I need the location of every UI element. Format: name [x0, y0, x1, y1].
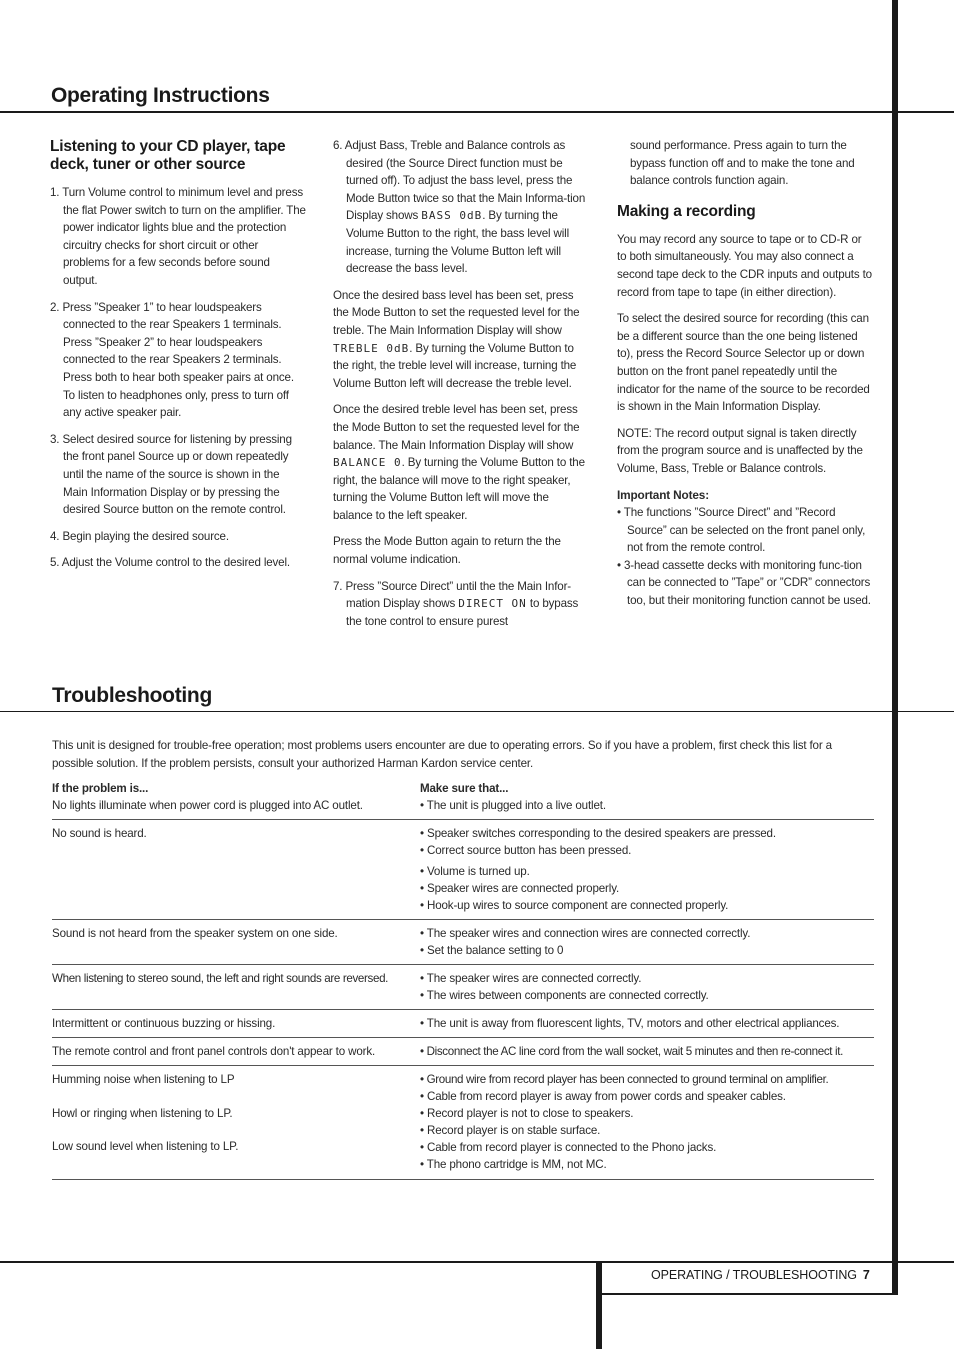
operating-column-3 [617, 137, 873, 610]
balance-text: Once the desired treble level has been set, press the Mode Button to set the requested level for the balance. The Main Information Display will show [333, 403, 580, 452]
problem-text: Howl or ringing when listening to LP. [52, 1107, 233, 1120]
problem-text: Low sound level when listening to LP. [52, 1140, 239, 1153]
problem-text: The remote control and front panel controls don't appear to work. [52, 1038, 420, 1066]
solution-text: • Cable from record player is away from power cords and speaker cables. [420, 1090, 786, 1103]
problem-text: No lights illuminate when power cord is plugged into AC outlet. [52, 799, 363, 812]
display-bass: BASS 0dB [421, 209, 483, 223]
treble-text-end: . By turning the Volume Button to the right, the treble level will increase, turning the Volume Button left will decrease the treble level. [333, 341, 577, 390]
display-treble: TREBLE 0dB [333, 341, 410, 355]
solution-text: • Correct source button has been pressed. [420, 844, 632, 857]
troubleshooting-title: Troubleshooting [52, 684, 212, 707]
footer-rule [0, 1261, 954, 1263]
problem-text: No sound is heard. [52, 820, 420, 920]
solution-column-header: Make sure that... [420, 782, 509, 795]
problem-text: Sound is not heard from the speaker system on one side. [52, 920, 420, 965]
step-3: 3. Select desired source for listening by pressing the front panel Source up or down repeatedly until the name of the source is shown in the Main Information Display or by pressing the desired Source button on the remote control. [50, 432, 292, 517]
step-5: 5. Adjust the Volume control to the desired level. [50, 556, 290, 570]
step-2: 2. Press ”Speaker 1” to hear loudspeakers connected to the rear Speakers 1 terminals. Press ”Speaker 2” to hear loudspeakers connected to the rear Speakers 2 terminals. Press both to hear both speaker pairs at once. To listen to headphones only, press to turn off any active speaker pair. [50, 300, 294, 420]
step-7-text: 7. Press ”Source Direct” until the the Main Infor-mation Display shows [333, 579, 571, 611]
display-balance: BALANCE 0 [333, 456, 402, 470]
troubleshooting-title-rule [0, 711, 954, 712]
step-1: 1. Turn Volume control to minimum level and press the flat Power switch to turn on the amplifier. The power indicator lights blue and the protection circuitry checks for short circuit or other problems for a few seconds before sound output. [50, 186, 306, 287]
balance-paragraph [333, 401, 589, 524]
operating-title: Operating Instructions [51, 84, 270, 107]
solution-text: • Record player is not to close to speakers. [420, 1107, 634, 1120]
step-6-text: 6. Adjust Bass, Treble and Balance controls as desired (the Source Direct function must be turned off). To adjust the bass level, press the Mode Button twice so that the Main Informa-tion Display shows [333, 139, 586, 223]
solution-text: • Hook-up wires to source component are connected properly. [420, 899, 729, 912]
solution-text: • Speaker wires are connected properly. [420, 882, 620, 895]
operating-column-1 [50, 138, 306, 581]
table-row [52, 965, 874, 1010]
recording-paragraph-2: To select the desired source for recording (this can be a different source than the one being listened to), press the Record Source Selector up or down button on the front panel repeatedly until the indicator for the name of the source to be recorded is shown in the Main Information Display. [617, 312, 870, 414]
operating-title-rule [0, 111, 954, 113]
troubleshooting-table [52, 780, 874, 1180]
page-number: 7 [862, 1268, 870, 1282]
balance-text-end: . By turning the Volume Button to the right, the balance will move to the right speaker, turning the Volume Button left will move the balance to the left speaker. [333, 456, 585, 522]
solution-text: • The unit is away from fluorescent lights, TV, motors and other electrical appliances. [420, 1010, 874, 1038]
table-row [52, 820, 874, 920]
solution-text: • The wires between components are connected correctly. [420, 989, 709, 1002]
footer-bottom-rule [596, 1293, 898, 1295]
step-7-continued: sound performance. Press again to turn the bypass function off and to make the tone and balance controls function again. [630, 139, 855, 188]
step-7-text-end: to bypass the tone control to ensure purest [346, 597, 579, 628]
direct-steps [333, 578, 589, 631]
problem-cell [52, 780, 420, 820]
problem-column-header: If the problem is... [52, 782, 149, 795]
solution-cell [420, 820, 874, 920]
important-notes-list [617, 504, 873, 610]
press-mode-paragraph: Press the Mode Button again to return the the normal volume indication. [333, 535, 561, 567]
recording-paragraph-1: You may record any source to tape or to CD-R or to both simultaneously. You may also connect a second tape deck to the CDR inputs and outputs to record from tape to tape (in either direction). [617, 232, 872, 299]
display-direct: DIRECT ON [458, 597, 527, 611]
solution-text: • The phono cartridge is MM, not MC. [420, 1158, 607, 1171]
recording-note: NOTE: The record output signal is taken directly from the program source and is unaffected by the Volume, Bass, Treble or Balance controls. [617, 426, 863, 475]
listening-steps [50, 184, 306, 572]
problem-cell [52, 1066, 420, 1180]
operating-column-2 [333, 137, 589, 639]
treble-paragraph [333, 287, 589, 393]
step-7 [333, 578, 589, 631]
page-footer [651, 1268, 870, 1282]
table-row [52, 920, 874, 965]
footer-left-bar [596, 1261, 602, 1349]
important-note: • 3-head cassette decks with monitoring func-tion can be connected to ”Tape” or ”CDR” connectors too, but their monitoring function cannot be used. [617, 558, 871, 608]
solution-text: • Speaker switches corresponding to the desired speakers are pressed. [420, 827, 776, 840]
recording-heading: Making a recording [617, 202, 756, 220]
listening-heading: Listening to your CD player, tape deck, tuner or other source [50, 138, 286, 173]
solution-text: • The unit is plugged into a live outlet. [420, 799, 606, 812]
solution-text: • Ground wire from record player has been connected to ground terminal on amplifier. [420, 1073, 829, 1086]
solution-text: • The speaker wires and connection wires are connected correctly. [420, 927, 751, 940]
solution-text: • Set the balance setting to 0 [420, 944, 564, 957]
solution-text: • Volume is turned up. [420, 865, 530, 878]
important-notes-heading: Important Notes: [617, 487, 709, 502]
table-row [52, 1066, 874, 1180]
solution-text: • Cable from record player is connected to the Phono jacks. [420, 1141, 717, 1154]
solution-cell [420, 1066, 874, 1180]
solution-text: • Record player is on stable surface. [420, 1124, 601, 1137]
table-row [52, 1038, 874, 1066]
table-row [52, 780, 874, 820]
problem-text: Humming noise when listening to LP [52, 1073, 235, 1086]
solution-text: • Disconnect the AC line cord from the wall socket, wait 5 minutes and then re-connect it. [420, 1038, 874, 1066]
step-6 [333, 137, 589, 278]
solution-text: • The speaker wires are connected correctly. [420, 972, 642, 985]
problem-text: When listening to stereo sound, the left and right sounds are reversed. [52, 965, 420, 1010]
table-row [52, 1010, 874, 1038]
treble-text: Once the desired bass level has been set, press the Mode Button to set the requested level for the treble. The Main Information Display will show [333, 288, 580, 337]
step-4: 4. Begin playing the desired source. [50, 529, 229, 543]
footer-section-label: OPERATING / TROUBLESHOOTING [651, 1268, 857, 1282]
tone-steps [333, 137, 589, 278]
important-note: • The functions ”Source Direct” and ”Record Source” can be selected on the front panel only, not from the remote control. [617, 506, 866, 555]
troubleshooting-intro: This unit is designed for trouble-free operation; most problems users encounter are due to operating errors. So if you have a problem, first check this list for a possible solution. If the problem persists, consult your authorized Harman Kardon service center. [52, 739, 832, 770]
step-6-text-end: . By turning the Volume Button to the right, the bass level will increase, turning the Volume Button left will decrease the bass level. [346, 209, 570, 276]
solution-cell [420, 965, 874, 1010]
right-edge-bar [892, 0, 898, 1295]
problem-text: Intermittent or continuous buzzing or hissing. [52, 1010, 420, 1038]
solution-cell [420, 920, 874, 965]
solution-cell [420, 780, 874, 820]
